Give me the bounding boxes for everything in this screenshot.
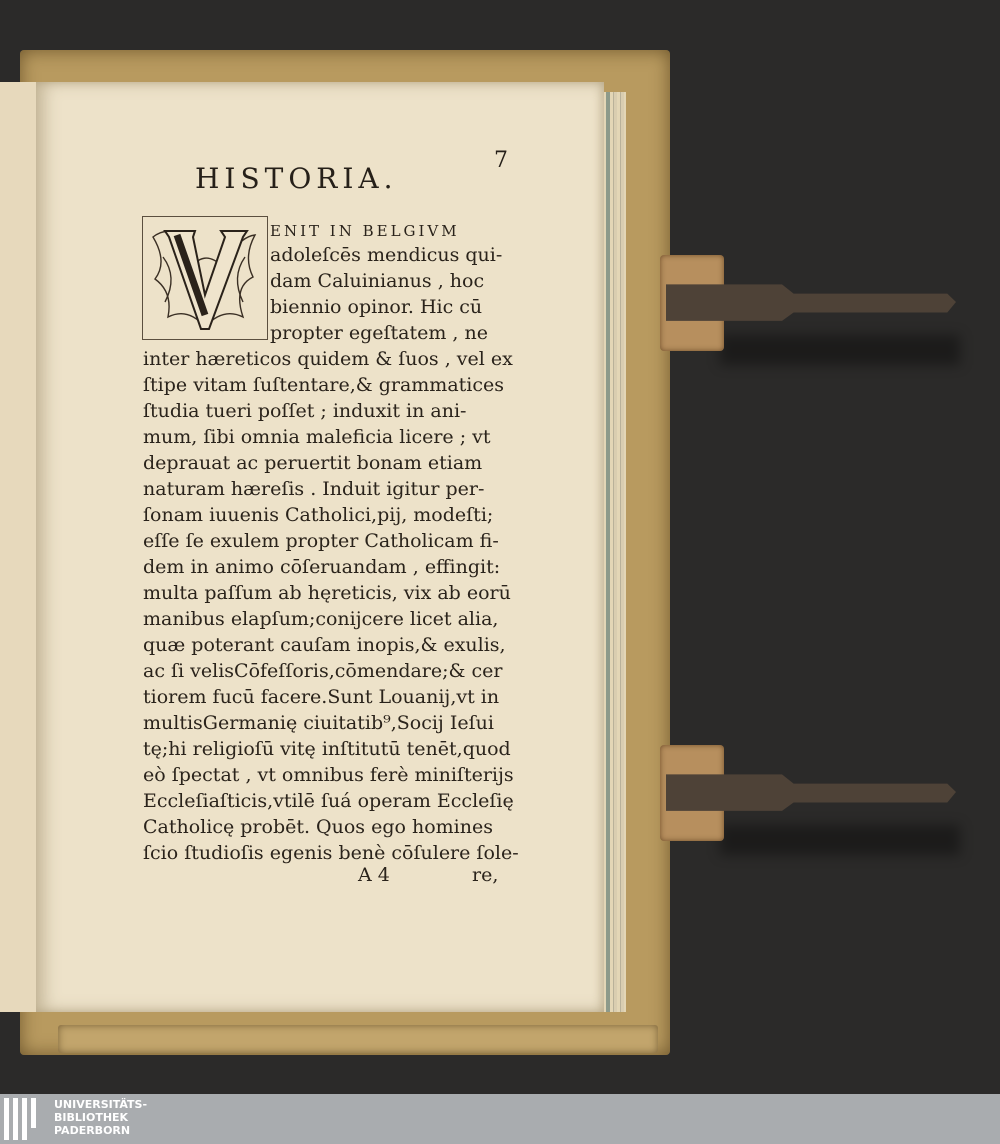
text-line: ſonam iuuenis Catholici,pij, modeſti; xyxy=(143,504,494,526)
text-line: multa paſſum ab hęreticis, vix ab eorū xyxy=(143,582,511,604)
library-name-line: PADERBORN xyxy=(54,1124,131,1137)
text-line: ac ſi velisCōfeſſoris,cōmendare;& cer xyxy=(143,660,503,682)
text-line: manibus elapſum;conijcere licet alia, xyxy=(143,608,499,630)
text-line: deprauat ac peruertit bonam etiam xyxy=(143,452,483,474)
page-title: HISTORIA. xyxy=(195,162,398,195)
text-line: eſſe ſe exulem propter Catholicam fi- xyxy=(143,530,499,552)
text-line: ſtipe vitam ſuſtentare,& grammatices xyxy=(143,374,504,396)
text-line: dam Caluinianus , hoc xyxy=(270,270,485,292)
library-logo-icon xyxy=(4,1098,44,1140)
library-name xyxy=(54,1098,147,1137)
text-line: naturam hæreſis . Induit igitur per- xyxy=(143,478,485,500)
clasp-strap-icon xyxy=(666,771,956,813)
text-line: mum, ſibi omnia maleficia licere ; vt xyxy=(143,426,491,448)
page-edge-shadow xyxy=(606,92,610,1012)
text-line: multisGermanię ciuitatib⁹,Socij Ieſui xyxy=(143,712,494,734)
text-line: tiorem fucū facere.Sunt Louanij,vt in xyxy=(143,686,500,708)
text-line: Eccleſiaſticis,vtilē ſuá operam Eccleſię xyxy=(143,790,514,812)
text-line: ſcio ſtudioſis egenis benè cōſulere ſole- xyxy=(143,842,519,864)
text-line: adoleſcēs mendicus qui- xyxy=(270,244,503,266)
text-line: eò ſpectat , vt omnibus ferè miniſterijs xyxy=(143,764,514,786)
text-line: ENIT IN BELGIVM xyxy=(270,222,460,240)
cover-bottom-edge xyxy=(58,1025,658,1053)
text-line: biennio opinor. Hic cū xyxy=(270,296,483,318)
text-line: inter hæreticos quidem & ſuos , vel ex xyxy=(143,348,513,370)
text-line: dem in animo cōſeruandam , effingit: xyxy=(143,556,501,578)
catchword: re, xyxy=(472,864,499,886)
text-line: ſtudia tueri poſſet ; induxit in ani- xyxy=(143,400,467,422)
decorated-initial-v-icon xyxy=(142,216,268,340)
text-line: Catholicę probēt. Quos ego homines xyxy=(143,816,493,838)
library-name-line: BIBLIOTHEK xyxy=(54,1111,129,1124)
library-name-line: UNIVERSITÄTS- xyxy=(54,1098,148,1111)
text-line: tę;hi religioſū vitę inſtitutū tenēt,quod xyxy=(143,738,511,760)
text-line: propter egeſtatem , ne xyxy=(270,322,488,344)
text-line: quæ poterant cauſam inopis,& exulis, xyxy=(143,634,506,656)
footer-bar xyxy=(0,1094,1000,1144)
signature-mark: A 4 xyxy=(358,864,390,886)
page-number: 7 xyxy=(494,148,508,173)
clasp-strap-icon xyxy=(666,281,956,323)
